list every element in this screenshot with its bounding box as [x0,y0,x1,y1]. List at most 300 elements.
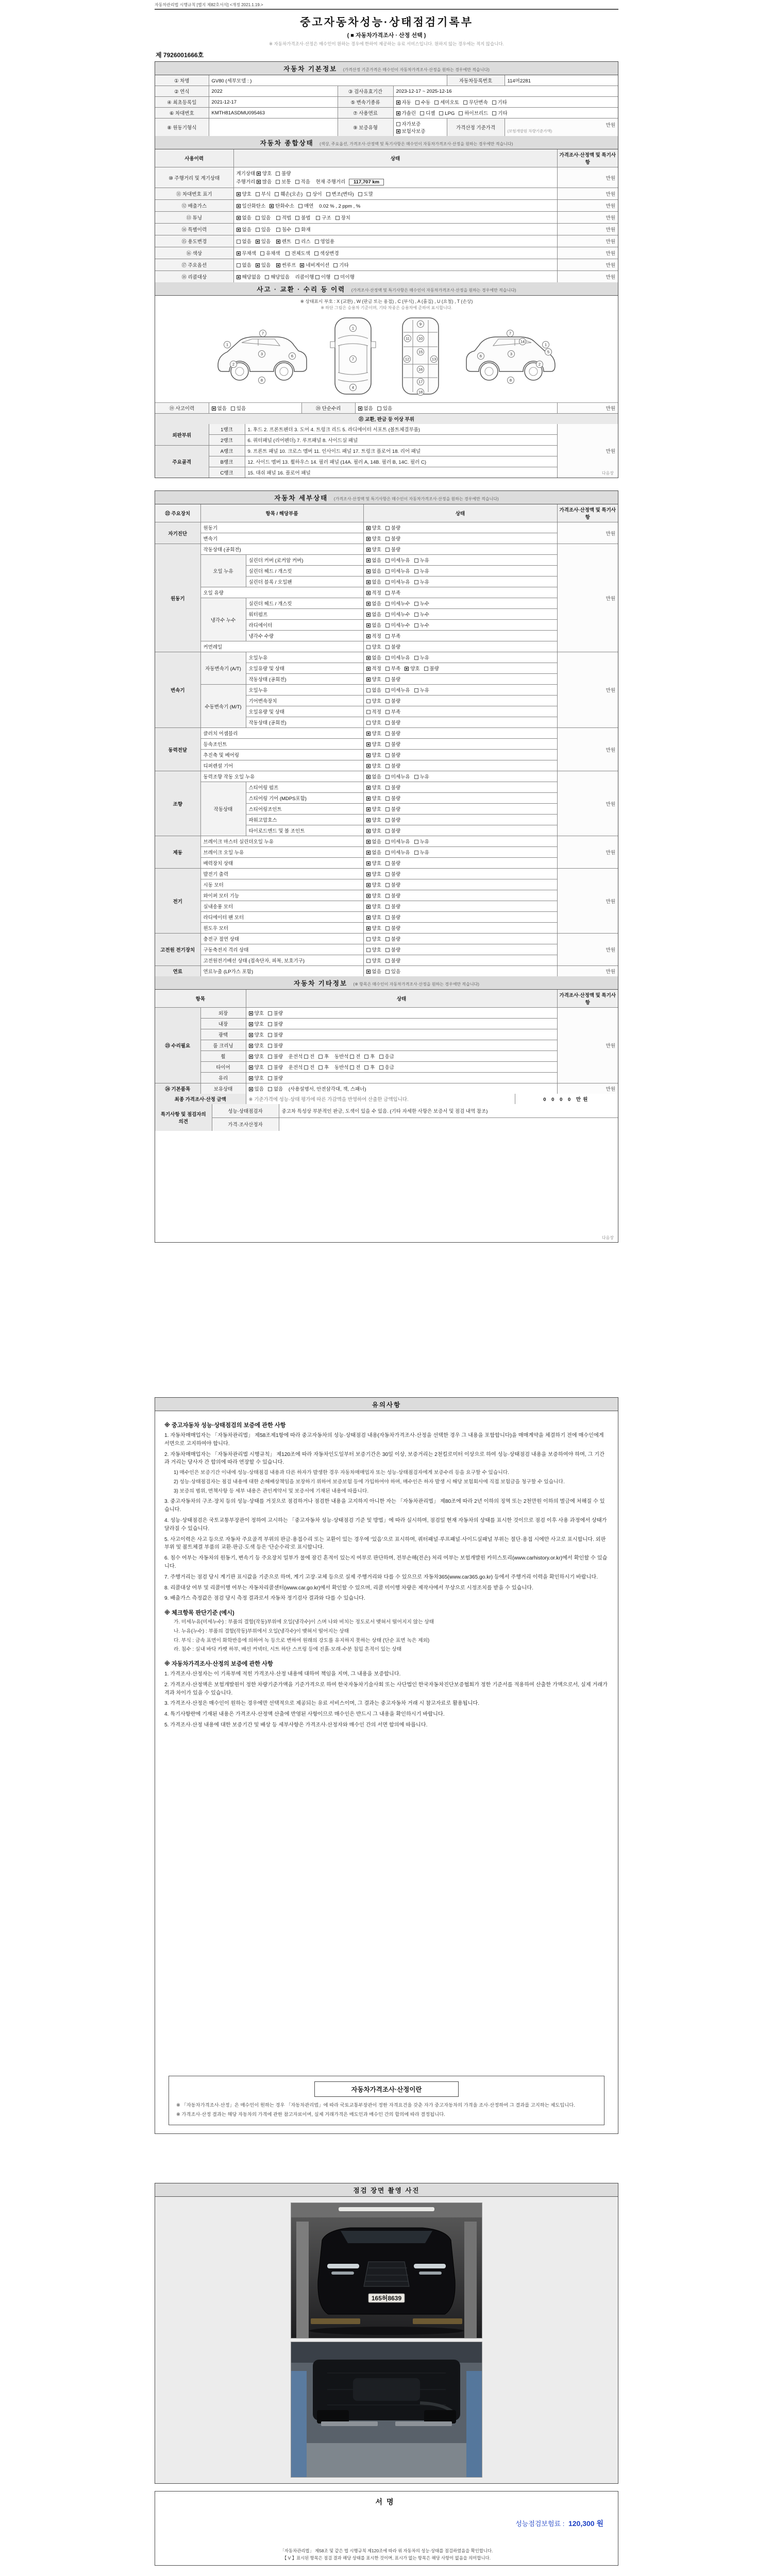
checkbox-option[interactable] [366,935,381,942]
checkbox-group [276,215,315,221]
checkbox-option[interactable] [385,913,400,921]
checkbox-option[interactable] [492,98,507,106]
checkbox-option[interactable] [366,784,381,791]
checkbox-option[interactable] [414,773,429,780]
checkbox-unchecked-icon [414,851,418,855]
checkbox-option[interactable] [385,827,400,834]
checkbox-option[interactable] [420,109,435,116]
checkbox-label: 침수 [281,227,292,233]
checkbox-option[interactable] [366,708,381,715]
checkbox-option[interactable] [385,784,400,791]
basic-info-table [155,75,618,136]
checkbox-option[interactable] [256,190,271,197]
checkbox-option[interactable] [268,1085,283,1092]
checkbox-option[interactable] [385,643,400,650]
appraiser-label: 가격·조사산정자 [212,1117,279,1131]
checkbox-option[interactable] [276,226,291,233]
checkbox-option[interactable] [335,214,350,221]
checkbox-unchecked-icon [377,406,381,411]
checkbox-option[interactable] [385,600,410,607]
band-photos-title: 점검 장면 촬영 사진 [353,2187,420,2194]
checkbox-option[interactable] [315,273,330,280]
checkbox-option[interactable] [276,170,291,177]
checkbox-label: 미세누유 [391,850,410,856]
checkbox-option[interactable] [366,794,381,802]
state-checkboxes [363,685,557,696]
checkbox-option[interactable] [268,1009,283,1016]
checkbox-unchecked-icon [414,558,418,563]
checkbox-label: 수동 [421,100,431,106]
band-accident [155,282,618,296]
checkbox-option[interactable] [414,686,429,693]
checkbox-option[interactable] [396,127,426,134]
checkbox-option[interactable] [385,849,410,856]
checkbox-option[interactable] [237,273,261,280]
svg-text:3: 3 [260,351,263,357]
accident-history-options [209,403,301,414]
checkbox-option[interactable] [385,957,400,964]
checkbox-option[interactable] [415,98,430,106]
checkbox-option[interactable] [350,1053,360,1060]
band-etc-title: 자동차 기타정보 [294,980,348,987]
checkbox-option[interactable] [379,1053,394,1060]
checkbox-option[interactable] [414,621,429,629]
checkbox-option[interactable] [366,665,381,672]
checkbox-checked-icon [366,775,371,779]
checkbox-option[interactable] [366,524,381,531]
checkbox-option[interactable] [385,903,400,910]
checkbox-unchecked-icon [265,275,269,279]
checkbox-option[interactable] [249,1085,264,1092]
checkbox-label: 미세누유 [391,655,410,661]
definition-line: ※ 「자동차가격조사·산정」은 매수인이 원하는 경우 「자동차관리법」에 따라 국토교통부장관이 정한 자격요건을 갖춘 자가 중고자동차의 가격을 조사·산정하여 그 결과를 고지하는 제도입니다. [176,2103,575,2108]
checkbox-option[interactable] [298,202,313,209]
band-overall-title: 자동차 종합상태 [260,140,314,147]
part-label: 디퍼렌셜 기어 [200,760,363,771]
checkbox-option[interactable] [314,249,339,257]
checkbox-option[interactable] [405,665,419,672]
notes-heading: ※ 자동차가격조사·산정의 보증에 관한 사항 [164,1661,273,1667]
checkbox-option[interactable] [459,109,488,116]
checkbox-option[interactable] [366,535,381,542]
base-price-note: (보험개발원 차량기준가액) [507,128,552,133]
checkbox-option[interactable] [333,261,348,268]
checkbox-option[interactable] [385,686,410,693]
checkbox-label: 없음 [363,406,373,412]
checkbox-option[interactable] [434,98,459,106]
checkbox-group [366,688,433,693]
checkbox-option[interactable] [385,881,400,888]
checkbox-option[interactable] [307,190,322,197]
part-label: 클러치 어셈블리 [200,728,363,739]
checkbox-option[interactable] [366,903,381,910]
checkbox-option[interactable] [366,762,381,769]
checkbox-option[interactable] [276,261,296,268]
checkbox-option[interactable] [295,226,310,233]
checkbox-option[interactable] [385,816,400,823]
checkbox-option[interactable] [260,249,280,257]
checkbox-group [366,590,405,596]
detail-row [155,879,618,890]
checkbox-option[interactable] [326,190,354,197]
checkbox-group [366,623,433,629]
checkbox-option[interactable] [385,968,400,975]
checkbox-option[interactable] [249,1009,264,1016]
checkbox-option[interactable] [295,238,310,245]
checkbox-option[interactable] [358,190,373,197]
basic-row-firstreg [155,97,618,108]
price-survey-definition-lines [176,2102,597,2118]
price-survey-definition-box [169,2076,604,2125]
checkbox-option[interactable] [270,202,294,209]
checkbox-option[interactable] [385,621,410,629]
checkbox-checked-icon [366,602,371,606]
etc-head-item: 항목 [155,990,246,1008]
inspection-period-label: ③ 검사유효기간 [338,86,393,97]
state-checkboxes [363,522,557,533]
notes-item: 3. 중고자동차의 구조·장치 등의 성능·상태를 거짓으로 점검하거나 점검한 내용을 고지하지 아니한 자는 「자동차관리법」 제80조에 따라 2년 이하의 징역 또는 2천만원 이하의 벌금에 처해질 수 있습니다. [164,1499,605,1513]
checkbox-option[interactable] [249,1042,264,1049]
checkbox-unchecked-icon [275,192,279,196]
checkbox-option[interactable] [268,1053,283,1060]
checkbox-label: 없음 [372,655,381,661]
checkbox-option[interactable] [396,109,416,116]
checkbox-option[interactable] [414,654,429,661]
price-cell: 만원 [557,771,618,836]
checkbox-option[interactable] [256,238,271,245]
checkbox-option[interactable] [237,261,251,268]
checkbox-option[interactable] [256,226,271,233]
checkbox-checked-icon [366,905,371,909]
checkbox-option[interactable] [366,838,381,845]
part-label: 오일누유 [246,652,363,663]
checkbox-option[interactable] [366,697,381,704]
checkbox-option[interactable] [385,535,400,542]
checkbox-option[interactable] [237,190,251,197]
checkbox-option[interactable] [358,404,373,412]
price-cell: 만원 [557,652,618,728]
checkbox-option[interactable] [268,1042,283,1049]
checkbox-option[interactable] [414,556,429,564]
inspection-period-value: 2023-12-17 ~ 2025-12-16 [393,86,618,97]
state-checkboxes [363,577,557,587]
checkbox-option[interactable] [334,273,355,280]
checkbox-group [237,251,284,257]
etc-item-state [246,1062,557,1073]
device-group-label: 연료 [155,966,200,977]
basic-row-engine [155,118,618,137]
checkbox-option[interactable] [385,870,400,877]
svg-text:9: 9 [419,321,422,327]
checkbox-option[interactable] [249,1031,264,1038]
overall-head-usage: 사용이력 [155,149,233,167]
checkbox-option[interactable] [257,170,272,177]
checkbox-option[interactable] [366,686,381,693]
checkbox-option[interactable] [385,719,400,726]
model-year-value: 2022 [209,86,338,97]
checkbox-option[interactable] [414,611,429,618]
checkbox-option[interactable] [366,589,381,596]
checkbox-option[interactable] [350,1063,360,1071]
state-checkboxes [363,641,557,652]
checkbox-option[interactable] [237,202,266,209]
checkbox-option[interactable] [366,957,381,964]
checkbox-option[interactable] [268,1074,283,1081]
checkbox-option[interactable] [268,1031,283,1038]
checkbox-option[interactable] [300,261,329,268]
checkbox-option[interactable] [366,773,381,780]
checkbox-option[interactable] [366,827,381,834]
checkbox-option[interactable] [463,98,488,106]
notes-item: 6. 침수 여부는 자동차의 원동기, 변속기 등 주요장치 일부가 물에 잠긴 흔적이 있는지 여부로 판단하며, 전부손해(전손) 처리 여부는 보험개발원 카히스토리(www.carhistory.or.kr)에서 확인할 수 있습니다. [164,1555,608,1569]
overall-row [155,200,618,212]
checkbox-option[interactable] [364,1053,375,1060]
checkbox-option[interactable] [385,524,400,531]
checkbox-option[interactable] [366,578,381,585]
checkbox-option[interactable] [385,589,400,596]
checkbox-option[interactable] [366,730,381,737]
checkbox-unchecked-icon [333,263,338,267]
checkbox-option[interactable] [276,238,291,245]
checkbox-label: 없음 [372,850,381,856]
checkbox-unchecked-icon [350,1065,354,1070]
checkbox-option[interactable] [385,838,410,845]
notes-heading: ※ 체크항목 판단기준 (예시) [164,1610,234,1617]
section-signature [155,2491,618,2566]
checkbox-option[interactable] [414,578,429,585]
form-reference-note: 자동차관리법 시행규칙 [별지 제82호서식] <개정 2021.1.19.> [155,3,263,7]
checkbox-label: 없음 [372,569,381,574]
checkbox-option[interactable] [366,621,381,629]
price-cell: 만원 [557,403,618,414]
checkbox-option[interactable] [385,546,400,553]
checkbox-option[interactable] [385,611,410,618]
usage-item-label: ⑪ 차대번호 표기 [155,188,233,200]
checkbox-option[interactable] [257,178,272,185]
checkbox-option[interactable] [424,665,439,672]
usage-item-state [233,224,557,235]
checkbox-option[interactable] [396,98,411,106]
checkbox-group [237,239,275,245]
checkbox-option[interactable] [366,805,381,812]
state-checkboxes [363,609,557,620]
svg-text:7: 7 [261,331,264,336]
checkbox-option[interactable] [385,762,400,769]
checkbox-group [249,1065,288,1071]
checkbox-group [366,947,405,953]
checkbox-option[interactable] [285,249,310,257]
checkbox-option[interactable] [231,404,246,412]
checkbox-option[interactable] [366,968,381,975]
checkbox-label: 적음 [300,179,310,185]
checkbox-option[interactable] [318,1063,329,1071]
checkbox-group [366,796,405,802]
checkbox-group [276,239,339,245]
checkbox-option[interactable] [237,214,251,221]
checkbox-option[interactable] [414,567,429,574]
checkbox-option[interactable] [237,226,251,233]
checkbox-option[interactable] [385,773,410,780]
checkbox-label: 없음 [242,263,251,268]
checkbox-unchecked-icon [385,807,390,811]
price-cell: 만원 [557,1008,618,1083]
checkbox-label: 미세누수 [391,601,410,607]
price-cell: 만원 [557,259,618,271]
state-line [237,225,554,233]
checkbox-option[interactable] [366,913,381,921]
checkbox-option[interactable] [396,120,421,127]
checkbox-option[interactable] [249,1074,264,1081]
checkbox-option[interactable] [385,654,410,661]
checkbox-option[interactable] [366,740,381,748]
checkbox-option[interactable] [256,214,271,221]
checkbox-option[interactable] [385,859,400,867]
checkbox-option[interactable] [385,578,410,585]
detail-head-item: 항목 / 해당부품 [200,504,363,522]
checkbox-checked-icon [366,591,371,595]
checkbox-option[interactable] [385,665,400,672]
state-checkboxes [363,696,557,706]
checkbox-option[interactable] [385,794,400,802]
checkbox-checked-icon [366,829,371,833]
checkbox-option[interactable] [385,946,400,953]
checkbox-option[interactable] [385,805,400,812]
checkbox-option[interactable] [379,1063,394,1071]
lift-post-icon [291,2371,307,2477]
checkbox-group [366,839,433,845]
part-label: 작동상태 (공회전) [246,674,363,685]
checkbox-option[interactable] [366,654,381,661]
notes-item: 가. 미세누유(미세누수) : 부품의 결합(작동)부위에 오일(냉각수)이 스며 나와 비치는 정도로서 맺혀서 떨어지지 않는 상태 [174,1619,434,1625]
checkbox-option[interactable] [366,849,381,856]
checkbox-group [396,100,512,106]
checkbox-option[interactable] [276,178,291,185]
checkbox-unchecked-icon [268,1022,272,1026]
checkbox-option[interactable] [304,1063,314,1071]
checkbox-label: 미세누유 [391,558,410,564]
part-label: 충전구 절연 상태 [200,934,363,944]
checkbox-option[interactable] [366,632,381,639]
checkbox-option[interactable] [366,600,381,607]
checkbox-option[interactable] [268,1063,283,1071]
checkbox-option[interactable] [366,611,381,618]
checkbox-option[interactable] [366,816,381,823]
fuel-options [393,108,618,118]
checkbox-option[interactable] [249,1053,264,1060]
checkbox-option[interactable] [276,214,291,221]
checkbox-option[interactable] [385,892,400,899]
checkbox-option[interactable] [385,567,410,574]
checkbox-label: 불량 [391,947,401,953]
checkbox-option[interactable] [366,892,381,899]
checkbox-label: 불량 [391,861,401,867]
checkbox-option[interactable] [366,881,381,888]
checkbox-label: 양호 [372,731,381,737]
checkbox-label: 세미오토 [440,100,459,106]
svg-text:16: 16 [418,367,423,372]
checkbox-option[interactable] [366,719,381,726]
notes-item: 3. 가격조사·산정은 매수인이 원하는 경우에만 선택적으로 제공되는 유료 서비스이며, 그 결과는 중고자동차 거래 시 참고자료로 활용됩니다. [164,1701,480,1707]
checkbox-option[interactable] [414,849,429,856]
checkbox-option[interactable] [275,190,303,197]
inspection-photo-underbody [291,2342,482,2477]
checkbox-option[interactable] [385,697,400,704]
checkbox-option[interactable] [366,567,381,574]
checkbox-option[interactable] [249,1020,264,1027]
checkbox-group [366,569,433,574]
next-page-mark: 다음장 [601,1235,614,1240]
checkbox-option[interactable] [295,214,310,221]
checkbox-checked-icon [249,1033,253,1037]
checkbox-option[interactable] [385,740,400,748]
part-label: 냉각수 수량 [246,631,363,641]
lift-arm-icon [413,2318,462,2324]
checkbox-option[interactable] [492,109,507,116]
checkbox-label: 영업용 [320,239,335,245]
checkbox-option[interactable] [385,556,410,564]
checkbox-option[interactable] [318,1053,329,1060]
checkbox-label: 썬루프 [281,263,296,268]
checkbox-option[interactable] [237,238,251,245]
checkbox-option[interactable] [212,404,227,412]
device-group-label: 자기진단 [155,522,200,544]
checkbox-option[interactable] [366,546,381,553]
checkbox-option[interactable] [366,751,381,758]
checkbox-option[interactable] [385,751,400,758]
checkbox-option[interactable] [249,1063,264,1071]
checkbox-option[interactable] [366,675,381,683]
part-label: 등속조인트 [200,739,363,750]
checkbox-option[interactable] [366,924,381,931]
checkbox-checked-icon [366,732,371,736]
checkbox-option[interactable] [385,632,400,639]
garage-floor [291,2443,482,2477]
checkbox-option[interactable] [366,556,381,564]
checkbox-option[interactable] [385,924,400,931]
inspector-comment: 중고차 특성상 부분적인 판금, 도색이 있을 수 있음. (기타 자세한 사항은 보증서 및 점검 내역 참조) [279,1104,618,1117]
checkbox-option[interactable] [256,261,271,268]
checkbox-option[interactable] [315,238,335,245]
checkbox-option[interactable] [366,870,381,877]
checkbox-option[interactable] [366,859,381,867]
checkbox-option[interactable] [366,946,381,953]
checkbox-option[interactable] [385,730,400,737]
section-page1 [155,61,618,478]
checkbox-option[interactable] [385,675,400,683]
part-label: 파워고압호스 [246,815,363,825]
checkbox-option[interactable] [364,1063,375,1071]
usage-item-state [233,271,557,283]
checkbox-option[interactable] [385,935,400,942]
checkbox-option[interactable] [268,1020,283,1027]
checkbox-option[interactable] [377,404,392,412]
checkbox-option[interactable] [439,111,455,116]
checkbox-option[interactable] [304,1053,314,1060]
checkbox-option[interactable] [237,249,257,257]
checkbox-option[interactable] [414,600,429,607]
checkbox-option[interactable] [414,838,429,845]
band-accident-note: (가격조사·산정액 및 특기사항은 매수인이 자동차가격조사·산정을 원하는 경우에만 적습니다) [351,288,516,293]
checkbox-unchecked-icon [385,959,390,963]
checkbox-option[interactable] [265,273,290,280]
checkbox-label: 기타 [497,100,508,106]
checkbox-option[interactable] [385,708,400,715]
checkbox-option[interactable] [295,178,310,185]
checkbox-option[interactable] [316,214,331,221]
checkbox-group [237,204,318,209]
overall-row [155,224,618,235]
checkbox-option[interactable] [366,643,381,650]
